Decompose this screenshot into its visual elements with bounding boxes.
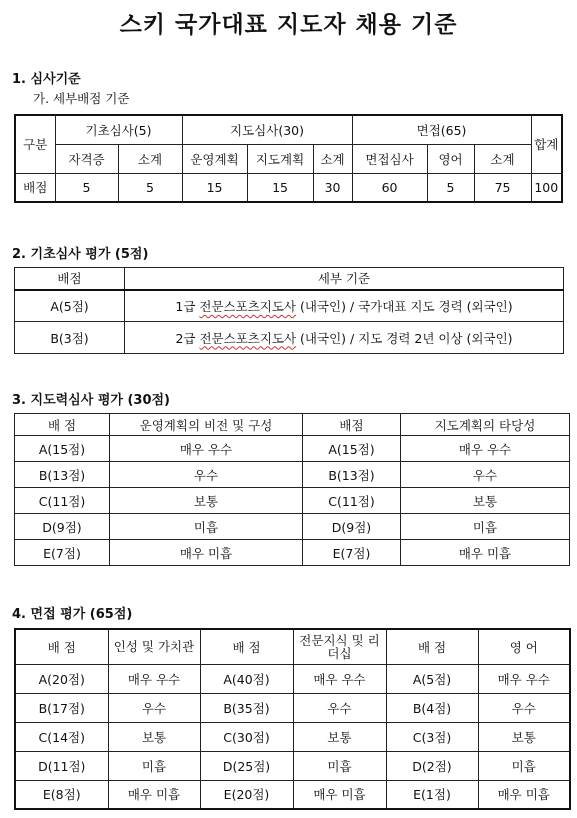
table-row bbox=[15, 173, 562, 202]
header-cell: 영 어 bbox=[478, 629, 570, 664]
rating-cell: 우수 bbox=[478, 693, 570, 722]
score-cell: C(3점) bbox=[386, 722, 478, 751]
score-cell: A(5점) bbox=[386, 664, 478, 693]
rating-cell: 우수 bbox=[110, 462, 303, 488]
score-cell: C(11점) bbox=[303, 488, 401, 514]
score-cell: E(20점) bbox=[200, 780, 293, 809]
detail-cell bbox=[125, 290, 564, 322]
header-cell: 전문지식 및 리더십 bbox=[293, 629, 386, 664]
header-cell: 인성 및 가치관 bbox=[108, 629, 200, 664]
rating-cell: 우수 bbox=[108, 693, 200, 722]
detail-text: (내국인) / 지도 경력 2년 이상 (외국인) bbox=[296, 330, 513, 346]
header-interview: 면접(65) bbox=[352, 115, 531, 144]
interview-table bbox=[14, 628, 571, 810]
value-cell: 15 bbox=[182, 173, 247, 202]
score-cell: C(11점) bbox=[15, 488, 110, 514]
header-detail: 세부 기준 bbox=[125, 268, 564, 290]
table-row bbox=[15, 780, 570, 809]
rating-cell: 미흡 bbox=[293, 751, 386, 780]
rating-cell: 미흡 bbox=[110, 514, 303, 540]
subheader-cell: 면접심사 bbox=[352, 144, 427, 173]
header-total: 합계 bbox=[531, 115, 562, 173]
table-row bbox=[15, 290, 564, 322]
value-cell: 75 bbox=[474, 173, 531, 202]
score-cell: B(3점) bbox=[15, 322, 125, 354]
rating-cell: 우수 bbox=[401, 462, 570, 488]
section-1-heading: 1. 심사기준 bbox=[12, 72, 81, 87]
subheader-cell: 영어 bbox=[427, 144, 474, 173]
basic-review-table bbox=[14, 267, 564, 354]
score-cell: D(25점) bbox=[200, 751, 293, 780]
table-row bbox=[15, 540, 570, 566]
value-cell: 30 bbox=[313, 173, 352, 202]
value-cell: 5 bbox=[427, 173, 474, 202]
rating-cell: 매우 미흡 bbox=[110, 540, 303, 566]
rating-cell: 미흡 bbox=[401, 514, 570, 540]
table-row bbox=[15, 322, 564, 354]
header-cell: 배점 bbox=[303, 414, 401, 436]
row-label: 배점 bbox=[15, 173, 55, 202]
score-cell: E(8점) bbox=[15, 780, 108, 809]
rating-cell: 보통 bbox=[108, 722, 200, 751]
rating-cell: 보통 bbox=[401, 488, 570, 514]
rating-cell: 보통 bbox=[110, 488, 303, 514]
table-row bbox=[15, 436, 570, 462]
header-cell: 배 점 bbox=[200, 629, 293, 664]
subheader-cell: 소계 bbox=[118, 144, 182, 173]
subheader-cell: 소계 bbox=[474, 144, 531, 173]
value-cell: 5 bbox=[55, 173, 118, 202]
section-4-heading: 4. 면접 평가 (65점) bbox=[12, 607, 133, 622]
score-cell: B(13점) bbox=[303, 462, 401, 488]
score-cell: E(1점) bbox=[386, 780, 478, 809]
table-row bbox=[15, 664, 570, 693]
page-title: 스키 국가대표 지도자 채용 기준 bbox=[119, 12, 458, 38]
score-cell: D(9점) bbox=[303, 514, 401, 540]
rating-cell: 매우 미흡 bbox=[478, 780, 570, 809]
value-cell: 5 bbox=[118, 173, 182, 202]
table-row bbox=[15, 488, 570, 514]
score-cell: D(11점) bbox=[15, 751, 108, 780]
rating-cell: 매우 우수 bbox=[108, 664, 200, 693]
detail-term: 전문스포츠지도사 bbox=[199, 298, 296, 314]
rating-cell: 매우 우수 bbox=[293, 664, 386, 693]
rating-cell: 보통 bbox=[478, 722, 570, 751]
score-allocation-table bbox=[14, 114, 563, 203]
score-cell: B(17점) bbox=[15, 693, 108, 722]
table-row bbox=[15, 462, 570, 488]
rating-cell: 매우 미흡 bbox=[293, 780, 386, 809]
detail-text: 2급 bbox=[175, 330, 200, 346]
detail-cell bbox=[125, 322, 564, 354]
table-row bbox=[15, 751, 570, 780]
header-cell: 지도계획의 타당성 bbox=[401, 414, 570, 436]
subheader-cell: 자격증 bbox=[55, 144, 118, 173]
header-cell: 배 점 bbox=[15, 414, 110, 436]
score-cell: B(4점) bbox=[386, 693, 478, 722]
score-cell: E(7점) bbox=[15, 540, 110, 566]
rating-cell: 매우 미흡 bbox=[401, 540, 570, 566]
score-cell: A(5점) bbox=[15, 290, 125, 322]
header-cell: 배 점 bbox=[15, 629, 108, 664]
detail-text: (내국인) / 국가대표 지도 경력 (외국인) bbox=[296, 298, 513, 314]
header-basic-review: 기초심사(5) bbox=[55, 115, 182, 144]
rating-cell: 매우 우수 bbox=[401, 436, 570, 462]
score-cell: B(13점) bbox=[15, 462, 110, 488]
table-row bbox=[15, 693, 570, 722]
value-cell: 100 bbox=[531, 173, 562, 202]
rating-cell: 보통 bbox=[293, 722, 386, 751]
rating-cell: 매우 우수 bbox=[478, 664, 570, 693]
guidance-review-table bbox=[14, 413, 570, 566]
header-cell: 배 점 bbox=[386, 629, 478, 664]
score-cell: D(9점) bbox=[15, 514, 110, 540]
header-gubun: 구분 bbox=[15, 115, 55, 173]
score-cell: A(40점) bbox=[200, 664, 293, 693]
section-2-heading: 2. 기초심사 평가 (5점) bbox=[12, 247, 149, 262]
header-score: 배점 bbox=[15, 268, 125, 290]
score-cell: A(15점) bbox=[303, 436, 401, 462]
value-cell: 15 bbox=[247, 173, 313, 202]
table-row bbox=[15, 722, 570, 751]
section-1-subheading: 가. 세부배점 기준 bbox=[33, 91, 130, 106]
section-3-heading: 3. 지도력심사 평가 (30점) bbox=[12, 393, 170, 408]
detail-text: 1급 bbox=[175, 298, 200, 314]
subheader-cell: 소계 bbox=[313, 144, 352, 173]
score-cell: A(20점) bbox=[15, 664, 108, 693]
subheader-cell: 운영계획 bbox=[182, 144, 247, 173]
score-cell: E(7점) bbox=[303, 540, 401, 566]
rating-cell: 매우 우수 bbox=[110, 436, 303, 462]
table-row bbox=[15, 514, 570, 540]
score-cell: C(30점) bbox=[200, 722, 293, 751]
subheader-cell: 지도계획 bbox=[247, 144, 313, 173]
rating-cell: 우수 bbox=[293, 693, 386, 722]
score-cell: B(35점) bbox=[200, 693, 293, 722]
score-cell: C(14점) bbox=[15, 722, 108, 751]
score-cell: D(2점) bbox=[386, 751, 478, 780]
header-cell: 운영계획의 비전 및 구성 bbox=[110, 414, 303, 436]
rating-cell: 미흡 bbox=[478, 751, 570, 780]
rating-cell: 미흡 bbox=[108, 751, 200, 780]
header-guidance-review: 지도심사(30) bbox=[182, 115, 352, 144]
value-cell: 60 bbox=[352, 173, 427, 202]
detail-term: 전문스포츠지도사 bbox=[199, 330, 297, 346]
score-cell: A(15점) bbox=[15, 436, 110, 462]
rating-cell: 매우 미흡 bbox=[108, 780, 200, 809]
